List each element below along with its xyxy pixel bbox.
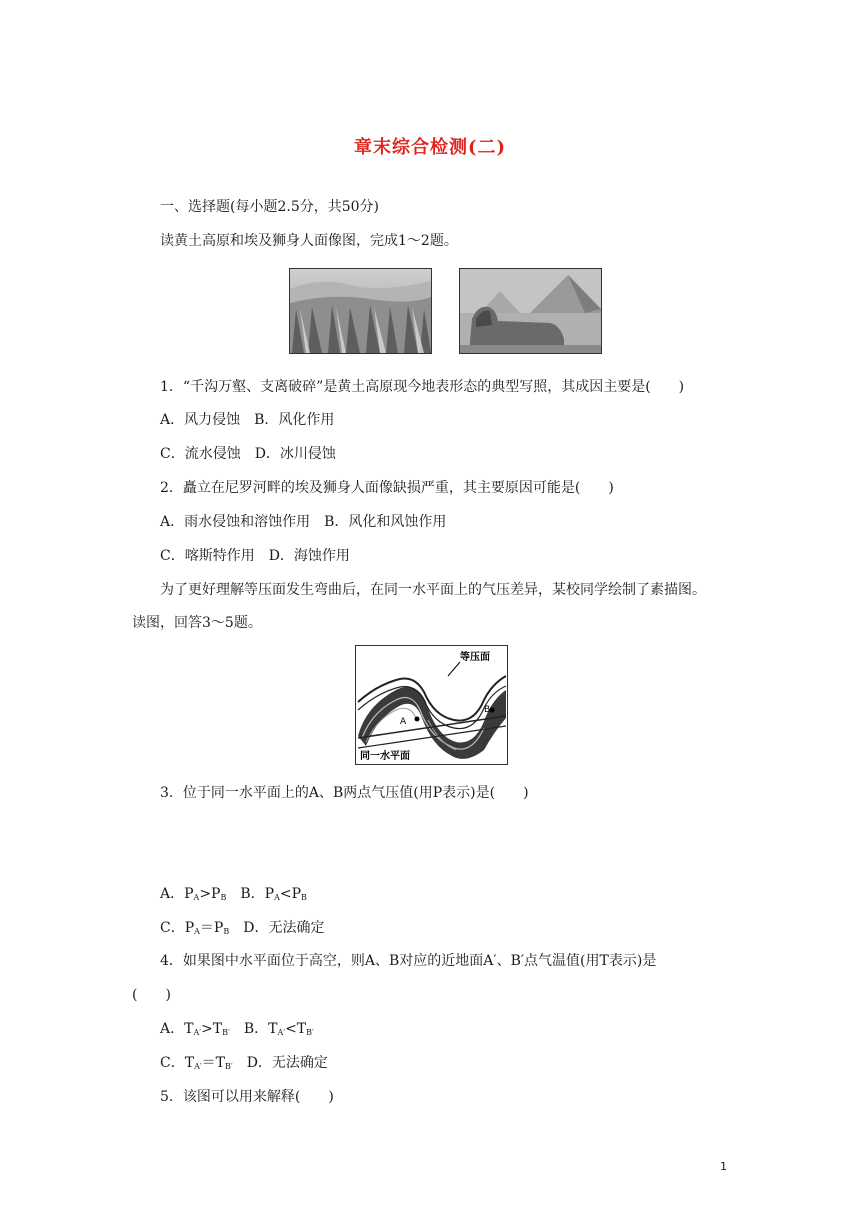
page-title: 章末综合检测(二) bbox=[353, 137, 507, 158]
q3-stem: 3．位于同一水平面上的A、B两点气压值(用P表示)是( ) bbox=[160, 785, 529, 801]
q2-stem: 2．矗立在尼罗河畔的埃及狮身人面像缺损严重，其主要原因可能是( ) bbox=[160, 480, 614, 496]
q2-options-cd: C．喀斯特作用 D．海蚀作用 bbox=[160, 548, 350, 564]
point-b-label: B bbox=[484, 705, 491, 715]
q2-options-ab: A．雨水侵蚀和溶蚀作用 B．风化和风蚀作用 bbox=[160, 514, 447, 530]
q4-stem-line1: 4．如果图中水平面位于高空，则A、B对应的近地面A′、B′点气温值(用T表示)是 bbox=[160, 953, 657, 969]
intro-q3-5-line1: 为了更好理解等压面发生弯曲后，在同一水平面上的气压差异，某校同学绘制了素描图。 bbox=[160, 582, 706, 598]
isobar-label: 等压面 bbox=[460, 652, 490, 663]
q4-options-cd: C．$T_{A'}=T_{B'}$ D．无法确定 bbox=[160, 1055, 328, 1071]
q1-options-cd: C．流水侵蚀 D．冰川侵蚀 bbox=[160, 446, 336, 462]
q4-options-ab: A．$T_{A'}>T_{B'}$ B．$T_{A'}<T_{B'}$ bbox=[160, 1021, 314, 1037]
loess-plateau-photo bbox=[289, 268, 432, 354]
q1-stem: 1．“千沟万壑、支离破碎”是黄土高原现今地表形态的典型写照，其成因主要是( ) bbox=[160, 379, 685, 395]
intro-q3-5-line2: 读图，回答3～5题。 bbox=[132, 615, 262, 631]
section-heading: 一、选择题(每小题2.5分，共50分) bbox=[160, 199, 380, 215]
intro-q1-2: 读黄土高原和埃及狮身人面像图，完成1～2题。 bbox=[160, 233, 458, 249]
q4-stem-line2: ( ) bbox=[132, 987, 171, 1003]
horizontal-plane-label: 同一水平面 bbox=[360, 751, 410, 762]
page-number: 1 bbox=[720, 1160, 727, 1173]
isobar-diagram bbox=[355, 645, 508, 765]
q3-options-cd: C．$P_A=P_B$ D．无法确定 bbox=[160, 920, 325, 936]
q3-options-ab: A．$P_A>P_B$ B．$P_A<P_B$ bbox=[160, 886, 307, 902]
q5-stem: 5．该图可以用来解释( ) bbox=[160, 1089, 334, 1105]
q1-options-ab: A．风力侵蚀 B．风化作用 bbox=[160, 412, 335, 428]
sphinx-photo bbox=[459, 268, 602, 354]
point-a-label: A bbox=[400, 717, 407, 727]
